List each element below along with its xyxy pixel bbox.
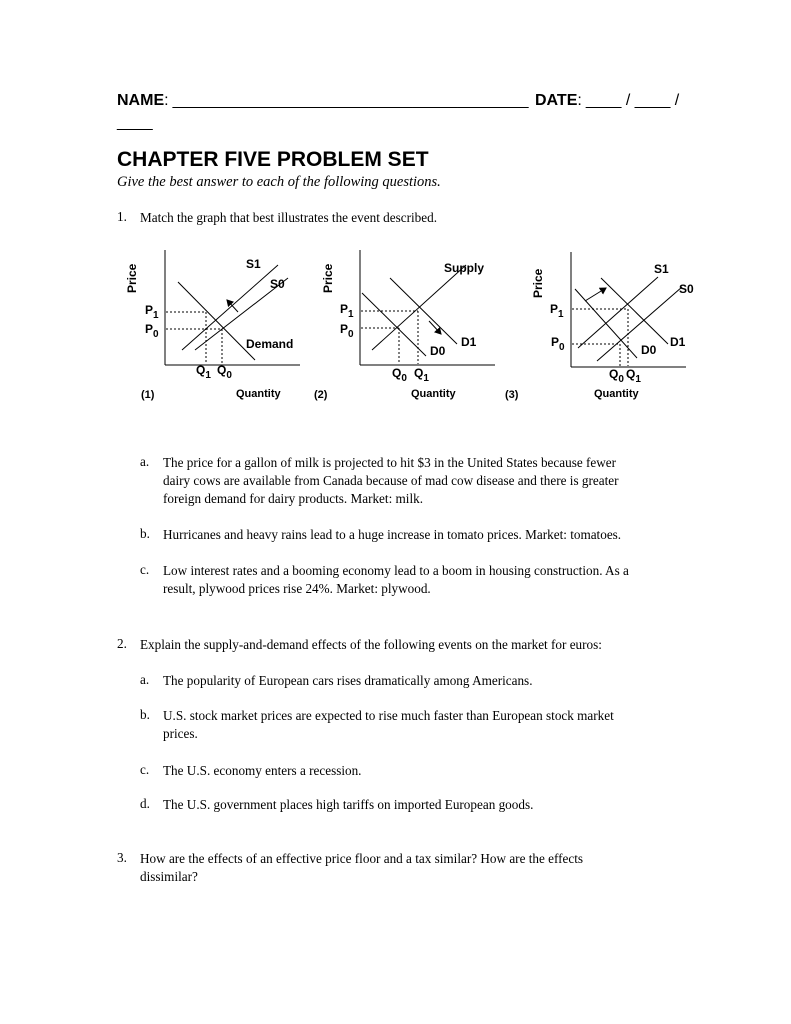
graph-3-xlabel: Quantity	[594, 388, 639, 400]
question-3-line-2: dissimilar?	[140, 869, 198, 884]
graph-2-xlabel: Quantity	[411, 388, 456, 400]
graph-3-ylabel: Price	[531, 268, 545, 298]
question-3-text	[140, 850, 700, 886]
graph-3-s0-label: S0	[679, 282, 694, 296]
q1-item-c-letter: c.	[140, 562, 150, 577]
graph-1-q0-label: $Q_0$	[217, 363, 232, 381]
graph-2-number: (2)	[314, 389, 328, 401]
name-blank[interactable]: ________________________________________	[172, 92, 529, 109]
name-label: NAME	[117, 92, 165, 109]
q2-item-c-letter: c.	[140, 762, 150, 777]
date-label: DATE	[535, 92, 578, 109]
graph-3	[505, 252, 694, 401]
q2-item-c-text	[163, 762, 361, 780]
q1-item-a-letter: a.	[140, 454, 150, 469]
q1-item-c-line-1: Low interest rates and a booming economy lead to a boom in housing construction. As a	[163, 563, 629, 578]
graph-2-d1-label: D1	[461, 335, 477, 349]
question-2-number: 2.	[117, 636, 127, 651]
q2-item-b-text	[163, 707, 703, 743]
graph-3-p1-label: $P_1$	[550, 302, 564, 320]
q2-item-a-line-1: The popularity of European cars rises dramatically among Americans.	[163, 673, 533, 688]
question-3-number: 3.	[117, 850, 127, 865]
graph-2-p1-label: $P_1$	[340, 302, 354, 320]
q2-item-d-text	[163, 796, 533, 814]
graph-3-p0-label: $P_0$	[551, 335, 565, 353]
q1-item-a-text	[163, 454, 703, 508]
date-blank[interactable]: ____ / ____ /	[585, 92, 680, 109]
graph-2	[314, 250, 495, 401]
graph-1-number: (1)	[141, 389, 155, 401]
date-colon: :	[577, 92, 582, 109]
graph-3-q1-label: $Q_1$	[626, 367, 641, 385]
graph-1-p0-label: $P_0$	[145, 322, 159, 340]
q2-item-a-letter: a.	[140, 672, 150, 687]
graph-3-d0-label: D0	[641, 343, 657, 357]
q1-item-a-line-3: foreign demand for dairy products. Market: milk.	[163, 491, 424, 506]
graph-1-xlabel: Quantity	[236, 388, 281, 400]
graph-1-p1-label: $P_1$	[145, 303, 159, 321]
graph-1-q1-label: $Q_1$	[196, 363, 211, 381]
question-3-line-1: How are the effects of an effective price floor and a tax similar? How are the effects	[140, 851, 584, 866]
graph-2-supply-curve	[372, 265, 466, 350]
graph-3-supply-s0	[597, 287, 682, 361]
q1-item-b-text	[163, 526, 703, 544]
q2-item-a-text	[163, 672, 533, 690]
graph-2-d0-label: D0	[430, 344, 446, 358]
page-subtitle: Give the best answer to each of the following questions.	[117, 174, 441, 190]
q2-item-d-letter: d.	[140, 796, 150, 811]
graph-3-s1-label: S1	[654, 262, 669, 276]
graph-1-demand-curve	[178, 282, 255, 360]
graph-1-s0-label: S0	[270, 277, 285, 291]
graph-1	[125, 250, 300, 401]
q1-item-b-line-1: Hurricanes and heavy rains lead to a huge increase in tomato prices. Market: tomatoes.	[163, 527, 622, 542]
graph-3-number: (3)	[505, 389, 519, 401]
graph-1-demand-label: Demand	[246, 337, 294, 351]
graph-2-ylabel: Price	[321, 263, 335, 293]
name-colon: :	[164, 92, 169, 109]
q1-item-c-line-2: result, plywood prices rise 24%. Market: plywood.	[163, 581, 431, 596]
q2-item-c-line-1: The U.S. economy enters a recession.	[163, 763, 362, 778]
q1-item-a-line-1: The price for a gallon of milk is projected to hit $3 in the United States because fewer	[163, 455, 616, 470]
question-1-text: Match the graph that best illustrates the event described.	[140, 210, 437, 225]
q1-item-a-line-2: dairy cows are available from Canada because of mad cow disease and there is greater	[163, 473, 619, 488]
graph-3-demand-d1	[601, 278, 668, 344]
graph-2-q1-label: $Q_1$	[414, 366, 429, 384]
q1-graphs	[0, 0, 791, 420]
graph-2-q0-label: $Q_0$	[392, 366, 407, 384]
q2-item-b-letter: b.	[140, 707, 150, 722]
graph-3-shift-arrow	[585, 288, 606, 301]
graph-3-q0-label: $Q_0$	[609, 367, 624, 385]
q2-item-b-line-1: U.S. stock market prices are expected to rise much faster than European stock market	[163, 708, 614, 723]
graph-3-d1-label: D1	[670, 335, 686, 349]
graph-2-demand-d1	[390, 278, 457, 344]
graph-1-s1-label: S1	[246, 257, 261, 271]
q2-item-b-line-2: prices.	[163, 726, 198, 741]
q2-item-d-line-1: The U.S. government places high tariffs on imported European goods.	[163, 797, 534, 812]
graph-2-supply-label: Supply	[444, 261, 485, 275]
date-blank-continued[interactable]: ____	[117, 114, 153, 131]
graph-1-ylabel: Price	[125, 263, 139, 293]
graph-2-p0-label: $P_0$	[340, 322, 354, 340]
graph-3-demand-d0	[575, 289, 637, 358]
question-2-text: Explain the supply-and-demand effects of the following events on the market for euros:	[140, 637, 602, 652]
question-1-number: 1.	[117, 209, 127, 224]
page-title: CHAPTER FIVE PROBLEM SET	[117, 148, 429, 171]
q1-item-b-letter: b.	[140, 526, 150, 541]
q1-item-c-text	[163, 562, 703, 598]
graph-2-demand-d0	[362, 293, 426, 356]
